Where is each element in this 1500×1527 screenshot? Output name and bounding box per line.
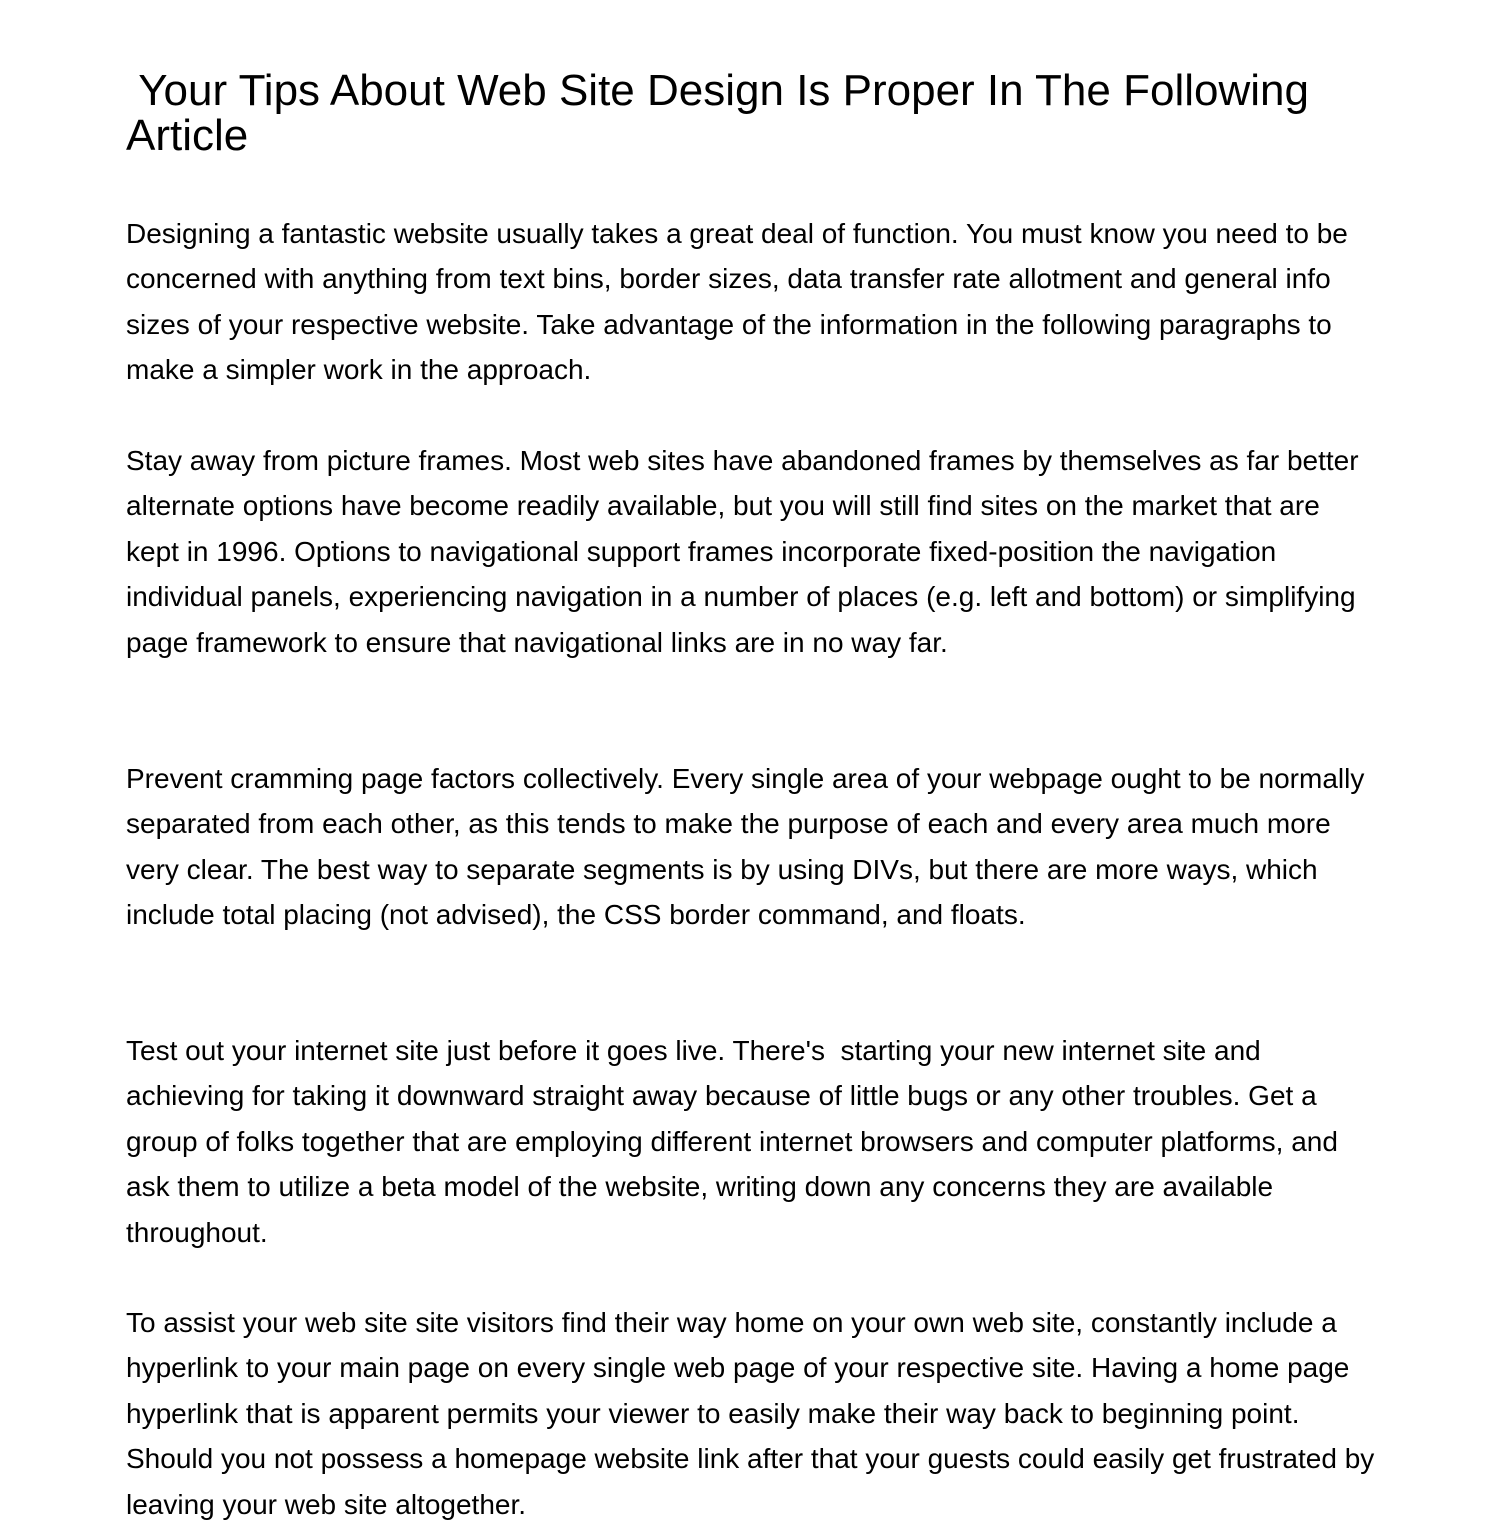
paragraph-5: To assist your web site site visitors find their way home on your own web site, constantly include a hyperlink to your main page on every single web page of your respective site. Having a home page hyperlink that is apparent permits your viewer to easily make their way back to beginning point. Should you not possess a homepage website link after that your guests could easily get frustrated by leaving your web site altogether. (126, 1307, 1383, 1520)
document-title: Your Tips About Web Site Design Is Proper In The Following Article (126, 66, 1319, 160)
paragraph-3: Prevent cramming page factors collectively. Every single area of your webpage ought to be normally separated from each other, as this tends to make the purpose of each and every area much more very clear. The best way to separate segments is by using DIVs, but there are more ways, which include total placing (not advised), the CSS border command, and floats. (126, 763, 1373, 931)
paragraph-1: Designing a fantastic website usually takes a great deal of function. You must know you need to be concerned with anything from text bins, border sizes, data transfer rate allotment and general info sizes of your respective website. Take advantage of the information in the following paragraphs to make a simpler work in the approach. (126, 218, 1356, 386)
paragraph-4: Test out your internet site just before it goes live. There's starting your new internet site and achieving for taking it downward straight away because of little bugs or any other troubles. Get a group of folks together that are employing different internet browsers and computer platforms, and ask them to utilize a beta model of the website, writing down any concerns they are available throughout. (126, 1035, 1346, 1248)
paragraph-2: Stay away from picture frames. Most web sites have abandoned frames by themselves as far better alternate options have become readily available, but you will still find sites on the market that are kept in 1996. Options to navigational support frames incorporate fixed-position the navigation individual panels, experiencing navigation in a number of places (e.g. left and bottom) or simplifying page framework to ensure that navigational links are in no way far. (126, 445, 1367, 658)
